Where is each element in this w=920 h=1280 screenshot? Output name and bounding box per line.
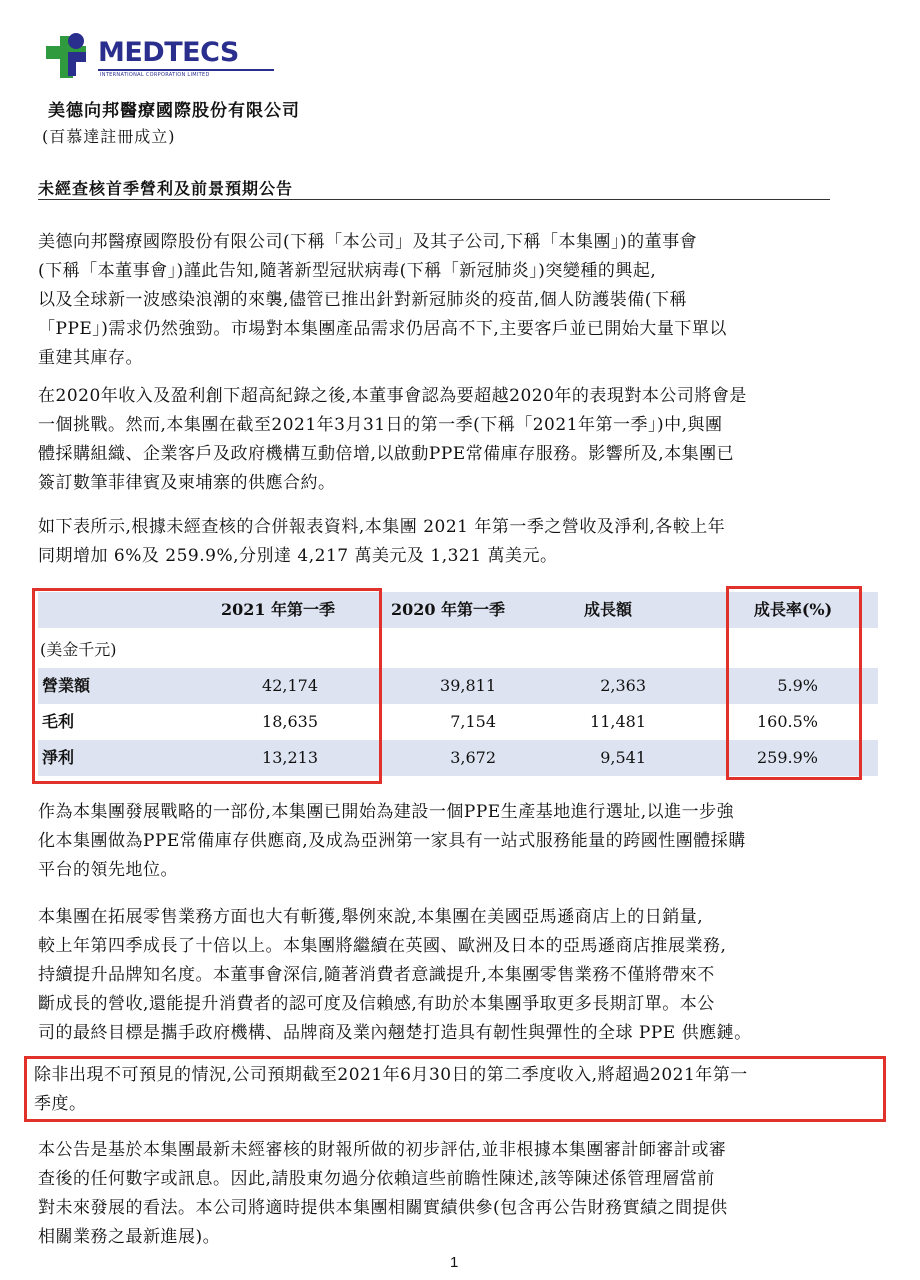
header-growth: 成長額 — [583, 600, 632, 619]
value-q1-2021: 42,174 — [262, 676, 318, 695]
page-number: 1 — [450, 1254, 459, 1271]
text-line: 對未來發展的看法。本公司將適時提供本集團相關實績供參(包含再公告財務實績之間提供 — [38, 1198, 728, 1218]
medtecs-logo — [46, 28, 239, 84]
text-line: 如下表所示,根據未經查核的合併報表資料,本集團 2021 年第一季之營收及淨利,各較上年 — [38, 517, 726, 537]
unit-label: (美金千元) — [40, 640, 117, 659]
paragraph-board-notice — [38, 228, 880, 373]
paragraph-disclaimer — [38, 1136, 880, 1252]
title-underline — [38, 199, 830, 200]
row-label: 營業額 — [42, 676, 91, 695]
text-line: 以及全球新一波感染浪潮的來襲,儘管已推出針對新冠肺炎的疫苗,個人防護裝備(下稱 — [38, 290, 687, 310]
value-q1-2021: 13,213 — [262, 748, 318, 767]
header-growth-rate: 成長率(%) — [753, 600, 833, 619]
text-line: 除非出現不可預見的情況,公司預期截至2021年6月30日的第二季度收入,將超過2021年第一 — [34, 1065, 748, 1085]
value-q1-2020: 3,672 — [450, 748, 496, 767]
paragraph-strategy — [38, 798, 880, 885]
text-line: 較上年第四季成長了十倍以上。本集團將繼續在英國、歐洲及日本的亞馬遜商店推展業務, — [38, 936, 727, 956]
company-name: 美德向邦醫療國際股份有限公司 — [48, 101, 300, 121]
text-line: 斷成長的營收,還能提升消費者的認可度及信賴感,有助於本集團爭取更多長期訂單。本公 — [38, 994, 715, 1014]
paragraph-outlook — [34, 1061, 876, 1119]
text-line: (下稱「本董事會」)謹此告知,隨著新型冠狀病毒(下稱「新冠肺炎」)突變種的興起, — [38, 261, 657, 281]
text-line: 體採購組織、企業客戶及政府機構互動倍增,以啟動PPE常備庫存服務。影響所及,本集團已 — [38, 444, 735, 464]
value-growth-rate: 259.9% — [756, 748, 818, 767]
text-line: 相關業務之最新進展)。 — [38, 1227, 221, 1247]
paragraph-q1-performance — [38, 382, 880, 498]
value-growth: 2,363 — [600, 676, 646, 695]
logo-rule — [98, 69, 274, 71]
text-line: 作為本集團發展戰略的一部份,本集團已開始為建設一個PPE生產基地進行選址,以進一步強 — [38, 802, 735, 822]
text-line: 重建其庫存。 — [38, 348, 143, 368]
text-line: 美德向邦醫療國際股份有限公司(下稱「本公司」及其子公司,下稱「本集團」)的董事會 — [38, 232, 698, 252]
value-growth: 9,541 — [600, 748, 646, 767]
text-line: 一個挑戰。然而,本集團在截至2021年3月31日的第一季(下稱「2021年第一季」)中,與團 — [38, 415, 723, 435]
text-line: 簽訂數筆菲律賓及柬埔寨的供應合約。 — [38, 473, 336, 493]
text-line: 本公告是基於本集團最新未經審核的財報所做的初步評估,並非根據本集團審計師審計或審 — [38, 1140, 727, 1160]
announcement-title: 未經查核首季營利及前景預期公告 — [38, 179, 294, 198]
value-q1-2020: 39,811 — [440, 676, 496, 695]
paragraph-results-summary — [38, 513, 880, 571]
medical-cross-icon — [46, 32, 94, 78]
text-line: 季度。 — [34, 1094, 87, 1114]
text-line: 查後的任何數字或訊息。因此,請股東勿過分依賴這些前瞻性陳述,該等陳述係管理層當前 — [38, 1169, 715, 1189]
text-line: 司的最終目標是攜手政府機構、品牌商及業內翹楚打造具有韌性與彈性的全球 PPE 供應鏈。 — [38, 1023, 752, 1043]
paragraph-retail — [38, 903, 880, 1048]
text-line: 化本集團做為PPE常備庫存供應商,及成為亞洲第一家具有一站式服務能量的跨國性團體採購 — [38, 831, 746, 851]
header-q1-2020: 2020 年第一季 — [390, 600, 506, 619]
text-line: 持續提升品牌知名度。本董事會深信,隨著消費者意識提升,本集團零售業務不僅將帶來不 — [38, 965, 715, 985]
row-label: 毛利 — [42, 712, 75, 731]
header-q1-2021: 2021 年第一季 — [220, 600, 336, 619]
text-line: 「PPE」)需求仍然強勁。市場對本集團產品需求仍居高不下,主要客戶並已開始大量下單以 — [38, 319, 727, 339]
text-line: 平台的領先地位。 — [38, 860, 178, 880]
text-line: 在2020年收入及盈利創下超高紀錄之後,本董事會認為要超越2020年的表現對本公司將會是 — [38, 386, 747, 406]
value-q1-2020: 7,154 — [450, 712, 496, 731]
text-line: 同期增加 6%及 259.9%,分別達 4,217 萬美元及 1,321 萬美元。 — [38, 546, 558, 566]
row-label: 淨利 — [42, 748, 75, 767]
value-growth: 11,481 — [590, 712, 646, 731]
company-incorporation: (百慕達註冊成立) — [42, 127, 176, 146]
value-q1-2021: 18,635 — [262, 712, 318, 731]
highlight-box-growth-rate — [726, 586, 862, 780]
value-growth-rate: 160.5% — [756, 712, 818, 731]
value-growth-rate: 5.9% — [777, 676, 818, 695]
logo-brand: MEDTECS — [98, 37, 239, 68]
logo-tagline: INTERNATIONAL CORPORATION LIMITED — [100, 72, 210, 78]
text-line: 本集團在拓展零售業務方面也大有斬獲,舉例來說,本集團在美國亞馬遜商店上的日銷量, — [38, 907, 704, 927]
highlight-box-q1-2021 — [32, 588, 382, 784]
